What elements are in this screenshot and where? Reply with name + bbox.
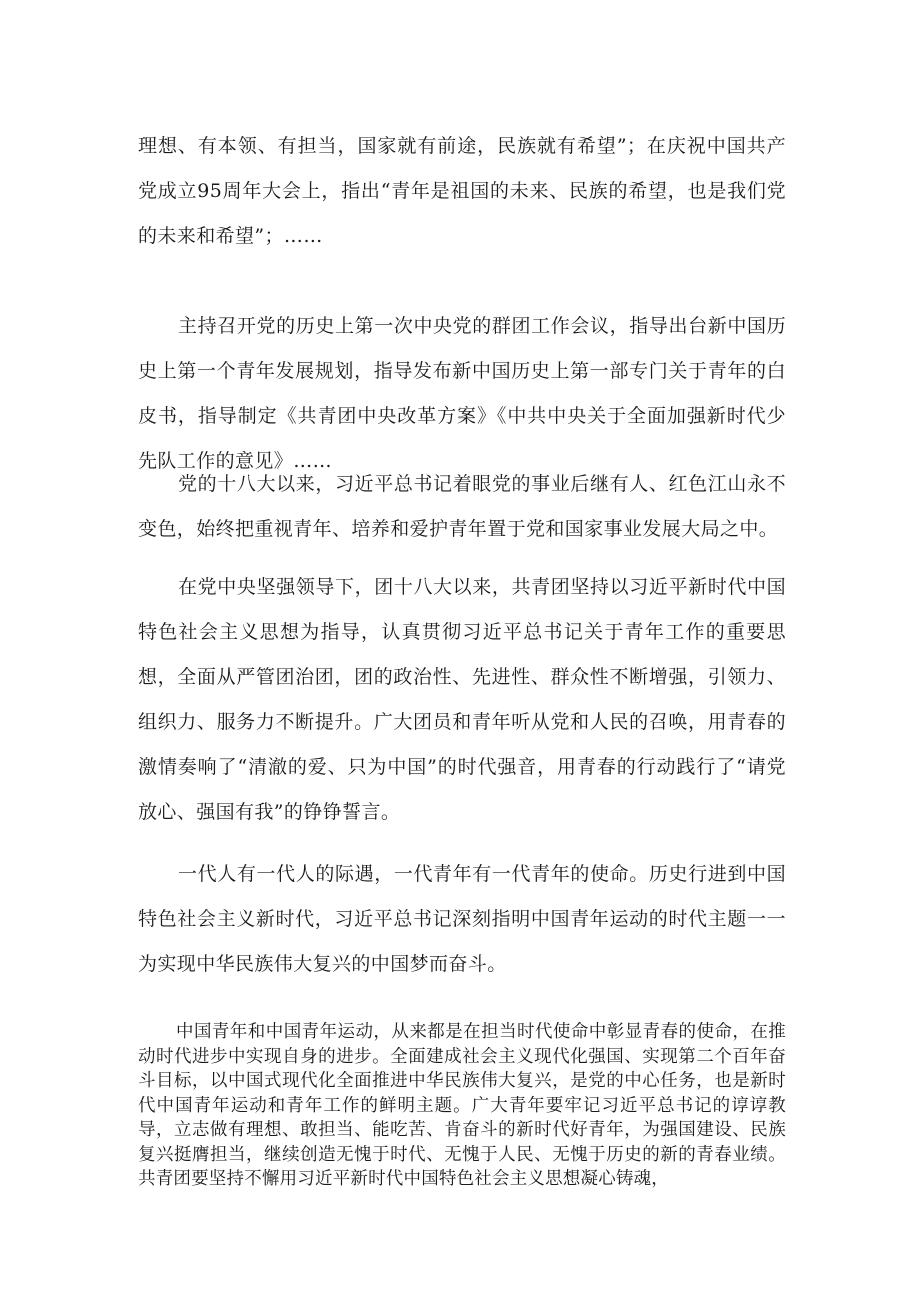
paragraph-2: 主持召开党的历史上第一次中央党的群团工作会议，指导出台新中国历史上第一个青年发展规划，指导发布新中国历史上第一部专门关于青年的白皮书，指导制定《共青团中央改革方案》《中共中央关于全面加强新时代少先队工作的意见》…… xyxy=(138,315,786,472)
paragraph-6: 中国青年和中国青年运动，从来都是在担当时代使命中彰显青春的使命，在推动时代进步中实现自身的进步。全面建成社会主义现代化强国、实现第二个百年奋斗目标，以中国式现代化全面推进中华民族伟大复兴，是党的中心任务，也是新时代中国青年运动和青年工作的鲜明主题。广大青年要牢记习近平总书记的谆谆教导，立志做有理想、敢担当、能吃苦、肯奋斗的新时代好青年，为强国建设、民族复兴挺膺担当，继续创造无愧于时代、无愧于人民、无愧于历史的新的青春业绩。共青团要坚持不懈用习近平新时代中国特色社会主义思想凝心铸魂， xyxy=(138,1022,786,1189)
paragraph-5: 一代人有一代人的际遇，一代青年有一代青年的使命。历史行进到中国特色社会主义新时代，习近平总书记深刻指明中国青年运动的时代主题一一为实现中华民族伟大复兴的中国梦而奋斗。 xyxy=(138,863,786,975)
paragraph-4: 在党中央坚强领导下，团十八大以来，共青团坚持以习近平新时代中国特色社会主义思想为指导，认真贯彻习近平总书记关于青年工作的重要思想，全面从严管团治团，团的政治性、先进性、群众性不断增强，引领力、组织力、服务力不断提升。广大团员和青年听从党和人民的召唤，用青春的激情奏响了“清澈的爱、只为中国”的时代强音，用青春的行动践行了“请党放心、强国有我”的铮铮誓言。 xyxy=(138,576,786,823)
paragraph-1: 理想、有本领、有担当，国家就有前途，民族就有希望”；在庆祝中国共产党成立95周年大会上，指出“青年是祖国的未来、民族的希望，也是我们党的未来和希望”；…… xyxy=(138,135,786,247)
paragraph-3: 党的十八大以来，习近平总书记着眼党的事业后继有人、红色江山永不变色，始终把重视青年、培养和爱护青年置于党和国家事业发展大局之中。 xyxy=(138,473,786,540)
